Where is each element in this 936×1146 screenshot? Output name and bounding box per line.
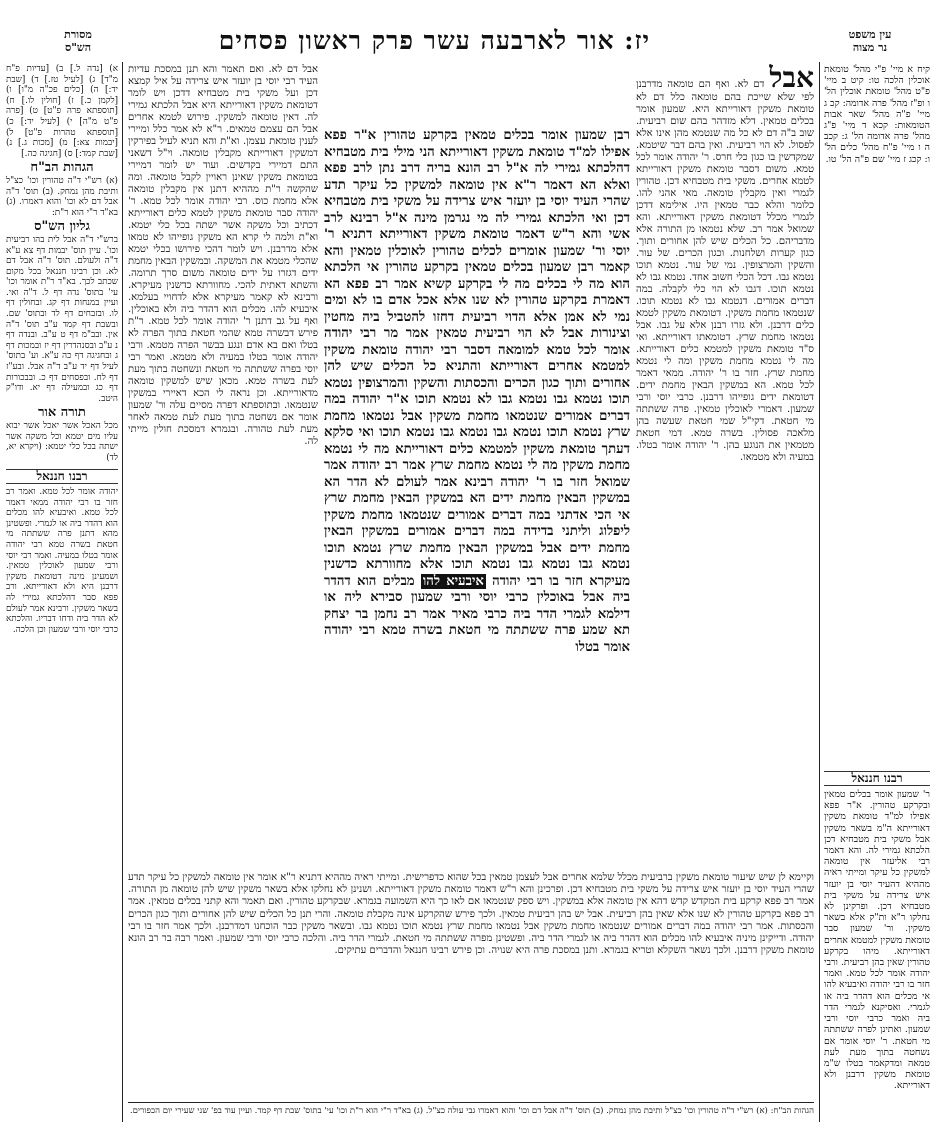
rabbenu-chananel-heading: רבנו חננאל [824,771,930,786]
column-divider [819,62,820,1122]
rabbenu-chananel-left-heading: רבנו חננאל [6,469,118,484]
tosafot-text: אבל דם לא. ואם תאמר והא תנן במסכת עדיות העיד רבי יוסי בן יועזר איש צרידה על איל קמצא דכן ועל משקי בית מטבחיא דדכן ויש לומר דטומאת משקין דאורייתא היא אבל הלכתא גמירי לה. דאין טומאה למשקין. פירוש לטמא אחרים אבל הם עצמם טמאים. ר"א לא אמר כלל ומיירי לענין טומאת עצמן. וא"ת והא תניא לעיל בפירקין דמשקין דאורייתא מקבלין טומאה. וי"ל דשאני התם דמיירי בקדשים. ועוד יש לומר דמיירי בטומאת משקין שאינן ראויין לקבל טומאה. ומה שהקשה ר"ת מההיא דתנן אין מקבלין טומאה אלא מחמת כוס. רבי יהודה אומר לכל טמא. ר' יהודה סבר טומאת משקין לטמא כלים דאורייתא דכתיב וכל משקה אשר ישתה בכל כלי יטמא. וא"ת ולמה לי קרא הא משקין גופייהו לא טמאו אלא מדרבנן. ויש לומר דהכי פירושו בכלי יטמא שהכלי מטמא את המשקה. ובמשקין הבאין מחמת ידים דגזרו על ידים טומאה משום סרך תרומה. והשתא דאתית להכי. מחוורתא כדשנין מעיקרא. ורבינא לא קאמר מעיקרא אלא לדחויי בעלמא. איבעיא להו. מכלים הוא דהדר ביה ולא באוכלין. ואף על גב דתנן ר' יהודה אומר לכל טמא. ר"ת פירש דבשרה טמא שהמי חטאת בתוך הפרה לא בטלו ואם בא אדם ונגע בבשר הפרה מטמא. ורבי יהודה אומר בטלו במעיה ולא מטמא. ואמר רבי יוסי בפרה ששתתה מי חטאת ונשחטה בתוך מעת לעת בשרה טמא. מכאן שיש למשקין טומאה מדאורייתא. וכן נראה לי הכא דאיירי במשקין שנטמאו. ובתוספתא דפרה מסיים עלה ור' שמעון אומר אם נשחטה בתוך מעת לעת טמאה לאחר מעת לעת טהורה. ובגמרא דמסכת חולין מייתי לה. [128,64,318,447]
bottom-commentary [128,872,814,1098]
section-divider [128,1102,814,1103]
mesoret-label: מסורת הש"ס [64,28,92,54]
ein-mishpat-column [824,64,930,1110]
rashi-text: דם לא. ואף הם טומאה מדרבנן לפי שלא שייכת בהם טומאה כלל דם לא טומאת משקין דאורייתא היא. שמעון אומר בכלים טמאין. דלא מזדהר בהם שום רביעית. שוב ב"ה דם לא כל מה שנטמא מהן אינו אלא לפסול. לא הוי רביעית. ואין בהם דבר שיטמא. שמקדשין בו כגון כלי חרס. ר' יהודה אומר לכל טמא. משום דסבר טומאת משקין דאורייתא לטמא אחרים. משקי בית מטבחיא דכן. טהורין לגמרי ואין מקבלין טומאה. מאי אהני להו. כלומר והלא כבר טמאין היו. אילימא דדכן לגמרי מכלל דטומאת משקין דאורייתא. והא שמואל אמר רב. שלא נטמאו מן התורה אלא מדבריהם. כל הכלים שיש להן אחורים ותוך. כגון קערות ושלחנות. וכגון הכרים. של עור. והשקין והמרצופין. נמי של עור. נטמא תוכו נטמא גבו. דכל הכלי חשוב אחד. נטמא גבו לא נטמא תוכו. דגבו לא הוי כלי לקבלה. במה דברים אמורים. דנטמא גבו לא נטמא תוכו. שנטמאו מחמת משקין. דטומאת משקין לטמא כלים דרבנן. ולא גזרו רבנן אלא על גבו. אבל נטמאו מחמת שרץ. דטומאתו דאורייתא. ואי ס"ד טומאת משקין למטמא כלים דאורייתא. מה לי נטמא מחמת משקין ומה לי נטמא מחמת שרץ. חזר בו ר' יהודה. ממאי דאמר לכל טמא. הא במשקין הבאין מחמת ידים. דטומאת ידים גופייהו דרבנן. כרבי יוסי ורבי שמעון. דאמרי לאוכלין טמאין. פרה ששתתה מי חטאת. דקי"ל שמי חטאת שעשה בהן מלאכה פסולין. בשרה טמא. דמי חטאת מטמאין את הנוגע בהן. ר' יהודה אומר בטלו. במעיה ולא מטמאו. [636,79,814,463]
page-header [0,26,936,60]
footnote-strip [128,1106,814,1138]
mesoret-column [6,64,118,1134]
highlight-question-phrase: איבעיא להו [422,573,484,589]
gemara-paragraph-1: רבן שמעון אומר בכלים טמאין בקרקע טהורין א"ר פפא אפילו למ"ד טומאת משקין דאורייתא הני מילי בית מטבחיא דהלכתא גמירי לה א"ל רב הונא בריה דרב נתן לרב פפא ואלא הא דאמר ר"א אין טומאה למשקין כל עיקר תדע שהרי העיד יוסי בן יועזר איש צרידה על משקי בית מטבחיא דכן ואי הלכתא גמירי לה מי נגרמן מינה א"ל רבינא לרב אשי והא ר"ש דאמר טומאת משקין דאורייתא דתניא ר' יוסי ור' שמעון אומרים לכלים טהורין לאוכלין טמאין והא קאמר רבן שמעון בכלים טמאין בקרקע טהורין אי הלכתא הוא מה לי בכלים מה לי בקרקע קשיא אמר רב פפא הא דאמרת בקרקע טהורין לא שנו אלא אכל אדם בו לא ומים נמי לא אמן אלא הדוי רביעית דחזו להטביל ביה מחטין וצינורות אבל לא הוי רביעית טמאין אמר מר רבי יהודה אומר לכל טמא למומאה דסבר רבי יהודה טומאת משקין למטמא אחרים דאורייתא והתניא כל הכלים שיש להן אחורים ותוך כגון הכרים והכסתות והשקין והמרצופין נטמא תוכו נטמא גבו נטמא גבו לא נטמא תוכו א"ר יהודה במה דברים אמורים שנטמאו מחמת משקין אבל נטמאו מחמת שרץ נטמא תוכו נטמא גבו נטמא גבו נטמא תוכו ואי סלקא דעתך טומאת משקין למטמא כלים דאורייתא מה לי נטמא מחמת משקין מה לי נטמא מחמת שרץ אמר רב יהודה אמר שמואל חזר בו ר' יהודה רבינא אמר לעולם לא הדר הא במשקין הבאין מחמת ידים הא במשקין הבאין מחמת שרץ אי הכי אדתני במה דברים אמורים שנטמאו מחמת משקין ליפלוג וליתני בדידה במה דברים אמורים במשקין הבאין מחמת ידים אבל במשקין הבאין מחמת שרץ נטמא תוכו נטמא גבו נטמא גבו נטמא תוכו אלא מחוורתא כדשנין מעיקרא חזר בו רבי יהודה [324,128,630,589]
hagahot-text: (א) רש"י ד"ה טהורין וכו' כצ"ל ותיבת מהן נמחק. (ב) תוס' ד"ה אבל דם לא וכו' והוא דאמרו. (ג) בא"ד ר"י הוא ר"ת: [6,175,118,218]
gemara-paragraph-2: מבלים הוא דהדר ביה אבל באוכלין כרבי יוסי ורבי שמעון סבירא ליה או דילמא לגמרי הדר ביה כרבי מאיר אמר רב נחמן בר יצחק תא שמע פרה ששתתה מי חטאת בשרה טמא רבי יהודה אומר בטלו [324,573,630,655]
ein-mishpat-text: קיח א מיי' פ"י מהל' טומאת אוכלין הלכה טו: קיט ב מיי' פ"ט מהל' טומאת אוכלין הל' ו ופ"ז מהל' פרה אדומה: קכ ג מיי' פ"ה מהל' שאר אבות הטומאות: קכא ד מיי' פ"ג מהל' פרה אדומה הל' ג: קכב ה ו מיי' פ"ח מהל' כלים הל' ו: קכג ז מיי' שם פ"ה הל' טו. [824,64,930,165]
rabbenu-chananel-text: ר' שמעון אומר בכלים טמאין ובקרקע טהורין. א"ר פפא אפילו למ"ד טומאת משקין דאורייתא ה"מ בשאר משקין אבל משקי בית מטבחיא דכן הלכתא גמירי לה. והא דאמר רבי אליעזר אין טומאה למשקין כל עיקר ומייתי ראיה מההיא דהעיד יוסי בן יועזר איש צרידה על משקי בית מטבחיא דכן. ופרקינן לא נחלקו ר"א ות"ק אלא בשאר משקין. ור' שמעון סבר טומאת משקין למטמא אחרים דאורייתא. מיהו בקרקע טהורין שאין בהן רביעית. ורבי יהודה אומר לכל טמא. ואמר חזר בו רבי יהודה ואיבעיא להו אי מכלים הוא דהדר ביה או לגמרי. ואסיקנא לגמרי הדר ביה ואמר כרבי יוסי ורבי שמעון. ואתינן לפרה ששתתה מי חטאת. ר' יוסי אומר אם נשחטה בתוך מעת לעת טמאה ומדקאמר בטלו ש"מ טומאת משקין דרבנן ולא דאורייתא. [824,789,930,1092]
bottom-commentary-text: וקיימא לן שיש שיעור טומאת משקין ברביעית מכלל שלמא אחרים אבל לעצמן טמאין בכל שהוא כדפרישית. ומייתי ראיה מההיא דתניא ר"א אומר אין טומאה למשקין כל עיקר תדע שהרי העיד יוסי בן יועזר איש צרידה על משקי בית מטבחיא דכן. ופרכינן והא ר"ש דאמר טומאת משקין דאורייתא. ושנינן לא נחלקו אלא בשאר משקין שיש להן טומאה מן התורה. אמר רב פפא קרקע בית המקדש קדש דהא אין טומאה אלא במשקין. ויש ספק שנטמאו אם לאו כך היא השמועה בגמרא. שבקרקע טהורין. ואם תאמר והא קתני בכלים טמאין. אמר רב פפא בקרקע טהורין לא שנו אלא שאין בהן רביעית. אבל יש בהן רביעית טמאין. ולכך פירש שהקרקע אינה מקבלת טומאה. והרי תנן כל הכלים שיש להן אחורים ותוך כגון הכרים והכסתות. אמר רבי יהודה במה דברים אמורים שנטמאו מחמת משקין אבל נטמאו מחמת שרץ נטמא תוכו נטמא גבו. ובשאר משקין כבר הוכחנו דמדרבנן. ולכך אמר חזר בו רבי יהודה. ודייקינן מיניה איבעיא להו מכלים הוא דהדר ביה או לגמרי הדר ביה. ופשטינן מפרה ששתתה מי חטאת. לגמרי הדר ביה. והלכה כרבי יוסי ורבי שמעון. ואמר רבה בר רב הונא טומאת משקין דרבנן. ולכך נשאר השקלא וטריא בגמרא. ותנן במסכת פרה היא שנויה. וכן פירש רבינו חננאל והדברים עתיקים. [128,872,814,957]
page-title: יז: אור לארבעה עשר פרק ראשון פסחים [218,26,650,55]
gilyon-heading: גליון הש"ס [34,219,90,235]
hagahot-heading: הגהות הב"ח [30,160,94,176]
mesoret-text: א) [נדה ל.] ב) [עדיות פ"ח מ"ד] ג) [לעיל טז.] ד) [שבת יד:] ה) [כלים פכ"ה מ"ו] ו) [לקמן כ.] ז) [חולין לו.] ח) [תוספתא פרה פ"ט] ט) [פרה פ"ט מ"ה] י) [לעיל יד:] כ) [תוספתא טהרות פ"ט] ל) [יבמות צא:] מ) [מכות ג.] נ) [שבת קמד:] ס) [חגיגה כה.] [6,64,118,159]
gilyon-text: ברש"י ד"ה אבל לית בהו רביעית וכו'. עיין תוס' יבמות דף צא ע"א ד"ה ולעולם. תוס' ד"ה אבל דם לא. וכן רבינו חננאל בכל מקום שכתב לכך. בא"ד ר"ת אומר וכו' עי' בתוס' נדה דף ל. ד"ה ואי. ועיין במנחות דף קג. ובחולין דף לו. ובזבחים דף לד ובתוס' שם. ובשבת דף קמד ע"ב תוס' ד"ה אין. ובב"מ דף ט ע"ב. ובנדה דף נ ע"ב ובסנהדרין דף יז ובמכות דף ג ובחגיגה דף כה ע"א. וע' בתוס' לעיל דף יד ע"ב ד"ה אבל. ובע"ז דף לח. ובפסחים דף כ. ובבכורות דף כג ובמעילה דף יא. ודו"ק היטב. [6,234,118,404]
torah-or-heading: תורה אור [38,405,86,421]
ein-mishpat-label: עין משפט נר מצוה [848,28,892,54]
rashi-opening-word: אבל [769,64,814,94]
gemara-main-text [324,128,630,868]
column-divider [122,62,123,1122]
footnote-text: הגהות הב"ח: (א) רש"י ד"ה טהורין וכו' כצ"ל ותיבת מהן נמחק. (ב) תוס' ד"ה אבל דם וכו' והוא דאמרו גבי עולה כצ"ל. (ג) בא"ד ר"י הוא ר"ת וכו' עי' בתוס' שבת דף קמד. ועיין עוד בפ' שני שעירי יום הכפורים. [129,1106,814,1116]
rabbenu-chananel-left-text: יהודה אומר לכל טמא. ואמר רב חזר בו רבי יהודה ממאי דאמר לכל טמא. ואיבעיא להו מכלים הוא דהדר ביה או לגמרי. ופשטינן מהא דתנן פרה ששתתה מי חטאת בשרה טמא רבי יהודה אומר בטלו במעיה. ואמר רבי יוסי ורבי שמעון לאוכלין טמאין. ושמעינן מינה דטומאת משקין דרבנן היא ולא דאורייתא. ורב פפא סבר דהלכתא גמירי לה בשאר משקין. ורבינא אמר לעולם לא הדר ביה ודחו דבריו. והלכתא כרבי יוסי ורבי שמעון וכן הלכה. [6,486,118,635]
torah-or-text: מכל האכל אשר יאכל אשר יבוא עליו מים יטמא וכל משקה אשר ישתה בכל כלי יטמא: (ויקרא יא, לד) [6,421,118,463]
